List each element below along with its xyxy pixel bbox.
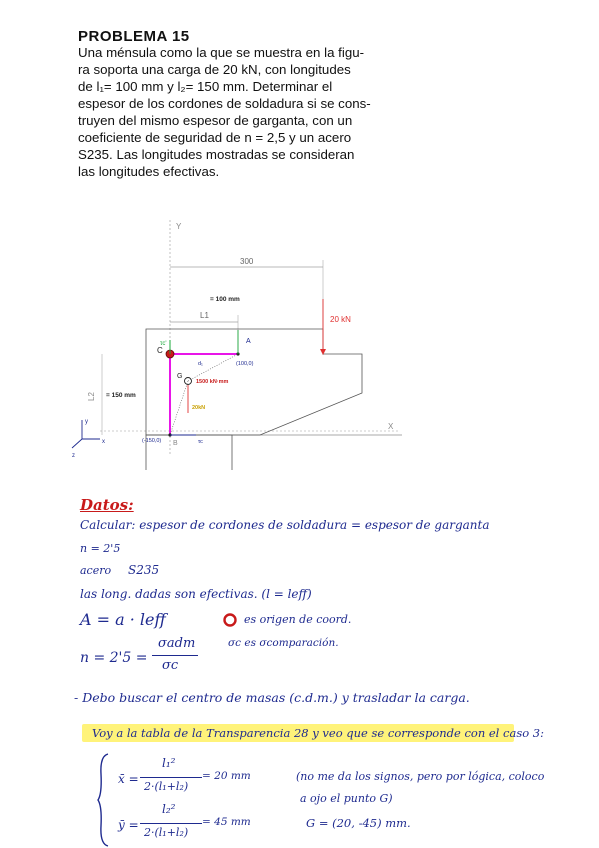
- note-100: = 100 mm: [210, 296, 240, 303]
- tau-label-b: τc: [198, 439, 203, 445]
- acero-value: S235: [128, 563, 160, 577]
- xbar-value: = 20 mm: [202, 770, 251, 782]
- ybar-num: l₂²: [162, 802, 176, 816]
- point-a-label: A: [246, 338, 251, 345]
- side-note-1: (no me da los signos, pero por lógica, coloco: [296, 770, 545, 783]
- statement-line: S235. Las longitudes mostradas se consideran: [78, 147, 355, 162]
- ybar-fraction-bar: [140, 823, 202, 824]
- note-150: = 150 mm: [106, 392, 136, 399]
- force-label-g: 20kN: [192, 405, 206, 411]
- xbar-fraction-bar: [140, 777, 202, 778]
- xbar-den: 2·(l₁+l₂): [144, 780, 189, 793]
- acero-label: acero: [80, 564, 112, 577]
- xbar-num: l₁²: [162, 756, 176, 770]
- fraction-bar: [152, 655, 198, 656]
- tau-label-c: τc': [160, 341, 167, 347]
- origin-note: es origen de coord.: [244, 613, 352, 626]
- ybar-lhs: ȳ =: [118, 818, 139, 832]
- g-to-a-line: [188, 354, 238, 381]
- handwritten-notes: [0, 490, 599, 848]
- ybar-value: = 45 mm: [202, 816, 251, 828]
- point-c-label: C: [157, 346, 163, 355]
- g-to-b-line: [170, 381, 188, 435]
- coord-a: (100,0): [236, 361, 254, 367]
- y-axis-label: Y: [176, 222, 182, 231]
- triad-z: [72, 439, 82, 448]
- triad-x-label: x: [102, 439, 105, 445]
- g-coords: G = (20, -45) mm.: [306, 816, 411, 830]
- formula-n-den: σc: [162, 658, 179, 673]
- coord-b: (-150,0): [142, 438, 162, 444]
- statement-line: coeficiente de seguridad de n = 2,5 y un acero: [78, 130, 352, 145]
- bracket-plate: [146, 329, 362, 435]
- moment-label: 1500 kN·mm: [196, 379, 229, 385]
- problem-title: PROBLEMA 15: [78, 28, 190, 45]
- calcular-line: Calcular: espesor de cordones de soldadura = espesor de garganta: [80, 518, 490, 532]
- d1-label: d₁: [198, 361, 203, 367]
- load-label: 20 kN: [330, 315, 351, 324]
- ybar-den: 2·(l₁+l₂): [144, 826, 189, 839]
- dim-l2-label: L2: [87, 392, 96, 401]
- cdm-line: - Debo buscar el centro de masas (c.d.m.) y trasladar la carga.: [74, 690, 470, 705]
- statement-line: espesor de los cordones de soldadura si se cons-: [78, 96, 371, 111]
- tabla-line: Voy a la tabla de la Transparencia 28 y veo que se corresponde con el caso 3:: [92, 726, 544, 740]
- statement-line: Una ménsula como la que se muestra en la figu-: [78, 45, 365, 60]
- long-line: las long. dadas son efectivas. (l = leff): [80, 587, 312, 601]
- problem-statement: [78, 44, 413, 180]
- formula-n-num: σadm: [158, 636, 196, 651]
- dim-l1-label: L1: [200, 311, 209, 320]
- x-axis-label: X: [388, 422, 394, 431]
- statement-line: ra soporta una carga de 20 kN, con longitudes: [78, 62, 351, 77]
- triad-z-label: z: [72, 453, 75, 459]
- system-brace: [96, 752, 112, 848]
- statement-line: las longitudes efectivas.: [78, 164, 220, 179]
- n-line: n = 2'5: [80, 542, 121, 555]
- point-g-label: G: [177, 373, 183, 380]
- datos-heading: Datos:: [80, 496, 134, 514]
- xbar-lhs: x̄ =: [118, 772, 139, 786]
- dim-300-label: 300: [240, 257, 254, 266]
- bracket-figure: [60, 215, 420, 470]
- formula-n-left: n = 2'5 =: [80, 650, 148, 666]
- statement-line: truyen del mismo espesor de garganta, con un: [78, 113, 353, 128]
- statement-line: de l₁= 100 mm y l₂= 150 mm. Determinar el: [78, 79, 333, 94]
- triad-y-label: y: [85, 419, 88, 425]
- point-b-label: B: [173, 440, 178, 447]
- formula-area: A = a · leff: [80, 610, 166, 629]
- sigma-note: σc es σcomparación.: [228, 637, 339, 649]
- side-note-2: a ojo el punto G): [300, 792, 393, 805]
- origin-marker-icon: [222, 612, 238, 628]
